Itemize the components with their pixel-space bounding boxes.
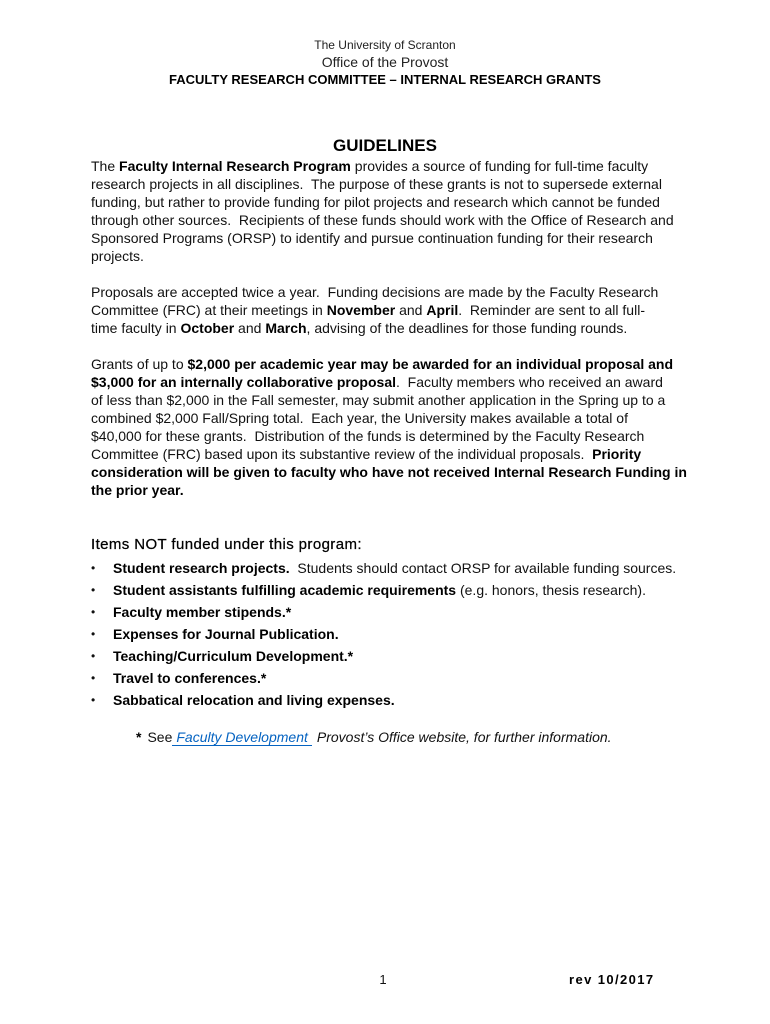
paragraph-text: The: [91, 158, 120, 174]
paragraph-text: . Faculty members who received an award: [396, 374, 663, 390]
paragraph-text: Committee (FRC) at their meetings in: [91, 302, 327, 318]
individual-award-limit: $2,000 per academic year may be awarded for an individual proposal and: [187, 356, 674, 372]
bullet-marker: •: [91, 561, 96, 575]
paragraph-line: [91, 157, 674, 175]
footnote-text: Provost’s Office website, for further information.: [316, 729, 612, 745]
not-funded-list: [91, 557, 676, 711]
paragraph-line: [91, 301, 658, 319]
schedule-paragraph: [91, 283, 658, 337]
item-note: (e.g. honors, thesis research).: [456, 582, 646, 598]
paragraph-line: [91, 445, 687, 463]
not-funded-item: [91, 645, 676, 667]
item-label: Travel to conferences.*: [113, 670, 267, 686]
intro-paragraph: [91, 157, 674, 265]
paragraph-text: and: [234, 320, 266, 336]
priority-note: consideration will be given to faculty who have not received Internal Research Funding in: [91, 464, 687, 480]
paragraph-line: [91, 247, 674, 265]
collaborative-award-limit: $3,000 for an internally collaborative proposal: [91, 374, 396, 390]
paragraph-text: $40,000 for these grants. Distribution of the funds is determined by the Faculty Research: [91, 428, 645, 444]
paragraph-line: [91, 391, 687, 409]
paragraph-text: and: [395, 302, 427, 318]
paragraph-text: combined $2,000 Fall/Spring total. Each year, the University makes available a total of: [91, 410, 628, 426]
item-note: Students should contact ORSP for available funding sources.: [289, 560, 677, 576]
not-funded-heading: Items NOT funded under this program:: [91, 536, 362, 553]
guidelines-title: GUIDELINES: [333, 136, 437, 155]
item-label: Student assistants fulfilling academic requirements: [113, 582, 457, 598]
paragraph-text: Committee (FRC) based upon its substantive review of the individual proposals.: [91, 446, 593, 462]
paragraph-line: [91, 211, 674, 229]
item-label: Faculty member stipends.*: [113, 604, 292, 620]
paragraph-line: [91, 319, 658, 337]
paragraph-line: [91, 175, 674, 193]
committee-title: FACULTY RESEARCH COMMITTEE – INTERNAL RESEARCH GRANTS: [169, 72, 601, 87]
meeting-month: April: [426, 302, 459, 318]
footnote-marker: *: [136, 729, 142, 745]
item-label: Expenses for Journal Publication.: [113, 626, 339, 642]
reminder-month: March: [265, 320, 307, 336]
bullet-marker: •: [91, 605, 96, 619]
bullet-marker: •: [91, 693, 96, 707]
paragraph-text: research projects in all disciplines. The purpose of these grants is not to supersede external: [91, 176, 662, 192]
paragraph-line: [91, 229, 674, 247]
paragraph-text: provides a source of funding for full-time faculty: [350, 158, 649, 174]
reminder-month: October: [180, 320, 235, 336]
paragraph-text: . Reminder are sent to all full-: [458, 302, 645, 318]
paragraph-text: Proposals are accepted twice a year. Funding decisions are made by the Faculty Research: [91, 284, 659, 300]
item-label: Teaching/Curriculum Development.*: [113, 648, 354, 664]
footnote: [136, 727, 612, 747]
not-funded-item: [91, 667, 676, 689]
paragraph-text: Sponsored Programs (ORSP) to identify and pursue continuation funding for their research: [91, 230, 653, 246]
paragraph-text: time faculty in: [91, 320, 181, 336]
bullet-marker: •: [91, 627, 96, 641]
priority-note: the prior year.: [91, 482, 184, 498]
not-funded-item: [91, 623, 676, 645]
not-funded-item: [91, 557, 676, 579]
institution-name: The University of Scranton: [314, 38, 456, 52]
item-label: Sabbatical relocation and living expenses.: [113, 692, 395, 708]
faculty-development-link[interactable]: Faculty Development: [172, 729, 312, 746]
revision-label: rev 10/2017: [569, 972, 655, 987]
footnote-see: See: [147, 729, 173, 745]
not-funded-item: [91, 601, 676, 623]
office-name: Office of the Provost: [321, 54, 449, 70]
paragraph-line: [91, 481, 687, 499]
paragraph-text: , advising of the deadlines for those funding rounds.: [306, 320, 628, 336]
paragraph-text: funding, but rather to provide funding for pilot projects and research which cannot be funded: [91, 194, 660, 210]
meeting-month: November: [326, 302, 396, 318]
priority-note: Priority: [592, 446, 642, 462]
paragraph-line: [91, 409, 687, 427]
bullet-marker: •: [91, 583, 96, 597]
paragraph-text: projects.: [91, 248, 144, 264]
paragraph-line: [91, 193, 674, 211]
paragraph-line: [91, 427, 687, 445]
not-funded-item: [91, 689, 676, 711]
paragraph-text: of less than $2,000 in the Fall semester, may submit another application in the Spring up to a: [91, 392, 666, 408]
paragraph-line: [91, 373, 687, 391]
funding-paragraph: [91, 355, 687, 499]
page-number: 1: [379, 972, 387, 987]
paragraph-text: Grants of up to: [91, 356, 188, 372]
item-label: Student research projects.: [113, 560, 290, 576]
not-funded-item: [91, 579, 676, 601]
paragraph-line: [91, 355, 687, 373]
paragraph-text: through other sources. Recipients of these funds should work with the Office of Research and: [91, 212, 674, 228]
paragraph-line: [91, 283, 658, 301]
bullet-marker: •: [91, 649, 96, 663]
program-name: Faculty Internal Research Program: [119, 158, 351, 174]
bullet-marker: •: [91, 671, 96, 685]
paragraph-line: [91, 463, 687, 481]
